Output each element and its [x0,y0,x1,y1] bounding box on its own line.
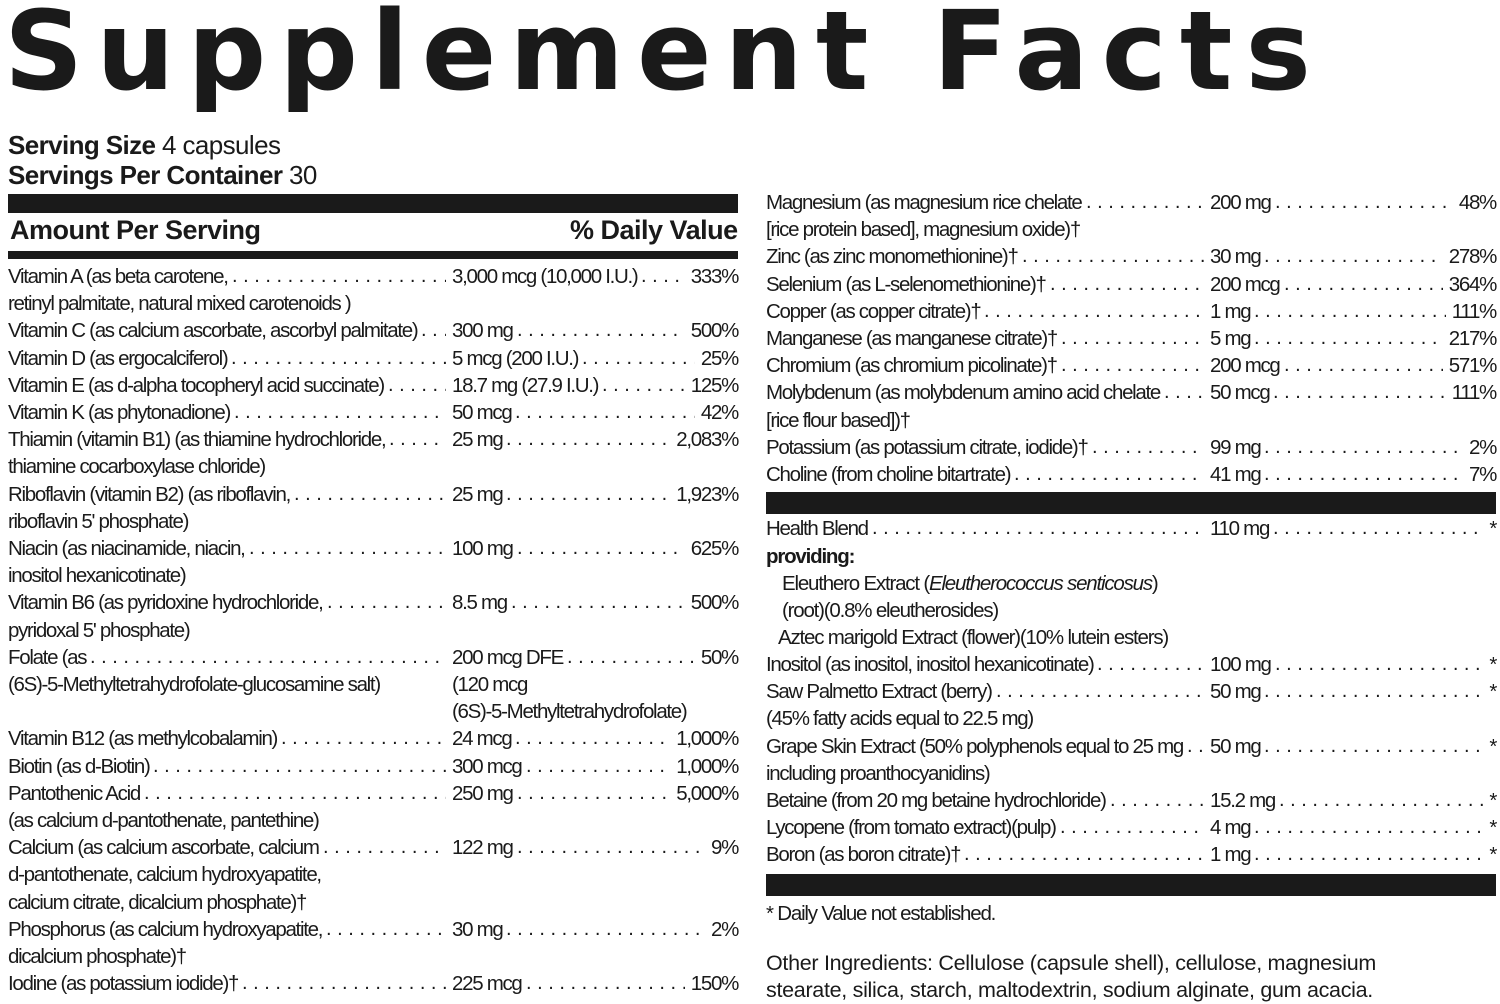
nutrient-name-continued: retinyl palmitate, natural mixed carotenoids ) [8,292,351,316]
leader-dots [1264,678,1483,705]
nutrient-name: Inositol (as inositol, inositol hexanicotinate) [766,653,1094,676]
daily-value: 2,083% [676,428,738,452]
leader-dots [1275,189,1453,216]
nutrient-name: Vitamin A (as beta carotene, [8,265,228,288]
leader-dots [602,372,685,399]
daily-value: 333% [690,265,738,288]
nutrient-name-continued: pyridoxal 5' phosphate) [8,618,190,642]
nutrient-row [766,271,1496,298]
nutrient-name-continued: [rice protein based], magnesium oxide)† [766,218,1080,242]
nutrient-row [8,426,738,453]
nutrient-amount: 24 mcg [452,727,512,751]
serving-size-label: Serving Size [8,130,156,160]
leader-dots [1086,189,1204,216]
leader-dots [506,916,705,943]
nutrient-name-continued: [rice flour based])† [766,408,910,432]
leader-dots [1254,325,1443,352]
daily-value: 7% [1468,463,1496,486]
nutrient-row-continuation [8,562,738,589]
leader-dots [526,753,670,780]
daily-value: 9% [710,836,738,860]
nutrient-name: Iodine (as potassium iodide)† [8,972,239,996]
medium-divider-left [8,251,738,259]
nutrient-row [8,345,738,372]
leader-dots [234,399,446,426]
daily-value: 217% [1448,327,1496,350]
leader-dots [388,372,446,399]
leader-dots [515,725,670,752]
blend-ingredient [782,570,1158,597]
daily-value: 278% [1448,245,1496,269]
leader-dots [389,426,446,453]
serving-size [8,130,280,160]
nutrient-row [8,753,738,780]
daily-value: * [1489,843,1496,867]
nutrient-name: Riboflavin (vitamin B2) (as riboflavin, [8,482,290,506]
nutrient-name: Niacin (as niacinamide, niacin, [8,537,245,560]
nutrient-row [766,651,1496,678]
leader-dots [1264,461,1463,488]
leader-dots [1254,298,1446,325]
nutrient-name: Potassium (as potassium citrate, iodide)† [766,435,1088,459]
page-title: Supplement Facts [4,0,1324,115]
nutrient-amount: 50 mg [1210,734,1261,758]
nutrient-name: Vitamin B6 (as pyridoxine hydrochloride, [8,591,323,615]
nutrient-name: Betaine (from 20 mg betaine hydrochloride) [766,789,1106,812]
nutrient-row [766,434,1496,461]
leader-dots [1061,352,1204,379]
leader-dots [323,834,446,861]
nutrient-amount: 8.5 mg [452,591,507,615]
nutrient-row-continuation [8,508,738,535]
leader-dots [1022,243,1204,270]
nutrient-amount: 122 mg [452,836,513,860]
leader-dots [327,589,446,616]
blend-name: Health Blend [766,517,868,540]
leader-dots [1187,733,1204,760]
leader-dots [964,841,1204,868]
blend-amount: 110 mg [1210,517,1270,540]
nutrient-name: Vitamin D (as ergocalciferol) [8,346,228,370]
nutrient-amount: 100 mg [1210,653,1271,676]
nutrient-name: Phosphorus (as calcium hydroxyapatite, [8,917,323,941]
nutrient-name: Vitamin C (as calcium ascorbate, ascorbyl palmitate) [8,319,418,343]
nutrient-amount: 25 mg [452,428,503,452]
daily-value: 48% [1458,191,1496,214]
blend-ingredient [782,597,998,624]
leader-dots [1164,379,1204,406]
nutrient-name: Manganese (as manganese citrate)† [766,327,1057,350]
nutrient-name: Lycopene (from tomato extract)(pulp) [766,816,1056,840]
nutrient-row [766,814,1496,841]
daily-value: 50% [700,645,738,669]
nutrient-amount: 1 mg [1210,299,1251,323]
leader-dots [872,515,1204,542]
nutrient-name-continued: riboflavin 5' phosphate) [8,509,189,533]
daily-value: * [1489,680,1496,704]
nutrient-row [8,535,738,562]
daily-value-heading: % Daily Value [570,215,738,245]
nutrient-row [766,678,1496,705]
leader-dots [1014,461,1204,488]
nutrient-name: Vitamin K (as phytonadione) [8,401,231,424]
daily-value: * [1489,789,1496,812]
nutrient-row [8,725,738,752]
nutrient-name: Choline (from choline bitartrate) [766,463,1011,486]
blend-providing-label: providing: [766,545,855,568]
nutrient-name-continued: (45% fatty acids equal to 22.5 mg) [766,707,1033,731]
nutrient-row [8,399,738,426]
nutrient-row-continuation [8,698,738,725]
nutrient-amount: 50 mcg [452,401,512,424]
leader-dots [249,535,446,562]
leader-dots [1254,841,1483,868]
nutrient-row [766,352,1496,379]
servings-per-container [8,160,317,190]
leader-dots [1275,651,1483,678]
daily-value: * [1489,816,1496,840]
daily-value: 111% [1451,381,1496,405]
nutrient-row [766,379,1496,406]
leader-dots [231,345,446,372]
leader-dots [1110,787,1204,814]
nutrient-name-continued: (6S)-5-Methyltetrahydrofolate-glucosamine salt) [8,673,380,696]
nutrient-row [8,644,738,671]
nutrient-name: Chromium (as chromium picolinate)† [766,354,1057,378]
leader-dots [1273,515,1483,542]
daily-value: 111% [1451,299,1496,323]
nutrient-row-continuation [766,407,1496,434]
leader-dots [232,263,446,290]
other-ingredients-line-2: stearate, silica, starch, maltodextrin, sodium alginate, gum acacia. [766,978,1373,1002]
blend-ingredient-text: Eleuthero Extract ( [782,572,929,595]
nutrient-amount: 200 mcg [1210,354,1280,378]
leader-dots [1061,325,1204,352]
nutrient-row [766,733,1496,760]
leader-dots [1254,814,1483,841]
nutrient-name: Thiamin (vitamin B1) (as thiamine hydrochloride, [8,428,386,452]
leader-dots [517,317,685,344]
nutrient-row [8,834,738,861]
daily-value: 571% [1448,354,1496,378]
nutrient-name-continued: d-pantothenate, calcium hydroxyapatite, [8,863,321,887]
leader-dots [1050,271,1204,298]
nutrient-row-continuation [8,453,738,480]
blend-ingredient-text: (root)(0.8% eleutherosides) [782,599,998,622]
leader-dots [1097,651,1204,678]
nutrient-name: Selenium (as L-selenomethionine)† [766,272,1046,296]
nutrient-name-continued: inositol hexanicotinate) [8,564,186,588]
leader-dots [582,345,695,372]
nutrient-amount: 25 mg [452,482,503,506]
daily-value: 500% [690,591,738,615]
thick-divider-right-1 [766,492,1496,514]
nutrient-amount: 225 mcg [452,972,522,996]
leader-dots [1264,243,1443,270]
nutrient-row [766,325,1496,352]
nutrient-row [766,787,1496,814]
nutrient-amount: 18.7 mg (27.9 I.U.) [452,373,599,397]
nutrient-name: Calcium (as calcium ascorbate, calcium [8,836,319,860]
leader-dots [517,834,705,861]
nutrient-amount: 200 mcg [1210,272,1280,296]
servings-per-container-label: Servings Per Container [8,160,283,190]
nutrient-amount: 50 mg [1210,680,1261,704]
leader-dots [90,644,446,671]
nutrient-row-continuation [766,760,1496,787]
leader-dots [1284,271,1443,298]
nutrient-row-continuation [8,671,738,698]
nutrient-name: Magnesium (as magnesium rice chelate [766,191,1082,214]
nutrient-name: Zinc (as zinc monomethionine)† [766,245,1018,269]
nutrient-row-continuation [766,705,1496,732]
leader-dots [526,970,685,997]
nutrient-row [8,372,738,399]
other-ingredients [766,950,1446,1004]
daily-value: 2% [1468,435,1496,459]
nutrient-row [8,317,738,344]
nutrient-amount: 300 mcg [452,754,522,778]
daily-value: 150% [690,972,738,996]
thick-divider-top-left [8,194,738,213]
nutrient-row-continuation [766,216,1496,243]
leader-dots [517,780,670,807]
nutrient-row [8,263,738,290]
blend-ingredient-text: Aztec marigold Extract (flower)(10% lutein esters) [778,626,1169,649]
leader-dots [144,780,446,807]
nutrient-row-continuation [8,889,738,916]
daily-value: 42% [700,401,738,424]
nutrient-amount: 30 mg [452,917,503,941]
nutrient-name: Folate (as [8,645,87,669]
servings-per-container-value: 30 [288,160,317,190]
nutrient-name: Pantothenic Acid [8,781,140,805]
nutrient-name: Grape Skin Extract (50% polyphenols equal to 25 mg [766,734,1184,758]
nutrient-amount: 200 mg [1210,191,1271,214]
nutrient-row-continuation [8,861,738,888]
leader-dots [506,426,670,453]
leader-dots [984,298,1204,325]
leader-dots [1060,814,1204,841]
leader-dots [294,481,446,508]
blend-ingredient [778,624,1168,651]
nutrient-amount: 100 mg [452,537,513,560]
nutrient-amount: 5 mcg (200 I.U.) [452,346,579,370]
nutrient-name-continued: thiamine cocarboxylase chloride) [8,455,265,479]
leader-dots [153,753,446,780]
leader-dots [326,916,446,943]
nutrient-row [8,970,738,997]
nutrient-row [8,780,738,807]
other-ingredients-line-1: Other Ingredients: Cellulose (capsule shell), cellulose, magnesium [766,951,1376,975]
leader-dots [996,678,1204,705]
nutrient-amount: 300 mg [452,319,513,343]
daily-value: 364% [1448,272,1496,296]
nutrient-amount: 15.2 mg [1210,789,1275,812]
leader-dots [641,263,685,290]
nutrient-name-continued: including proanthocyanidins) [766,761,990,785]
nutrient-row [8,589,738,616]
daily-value: 5,000% [676,781,738,805]
nutrient-name: Vitamin E (as d-alpha tocopheryl acid succinate) [8,373,384,397]
daily-value: 625% [690,537,738,560]
leader-dots [517,535,685,562]
leader-dots [242,970,446,997]
nutrient-row [766,461,1496,488]
nutrient-amount-continued: (6S)-5-Methyltetrahydrofolate) [452,700,687,724]
leader-dots [1273,379,1446,406]
nutrient-row-continuation [8,943,738,970]
nutrient-name: Copper (as copper citrate)† [766,299,981,323]
leader-dots [281,725,446,752]
nutrient-name-continued: (as calcium d-pantothenate, pantethine) [8,809,319,832]
leader-dots [1092,434,1204,461]
amount-per-serving-heading: Amount Per Serving [10,215,261,245]
blend-daily-value: * [1489,517,1496,540]
nutrient-amount: 1 mg [1210,843,1251,867]
daily-value: 500% [690,319,738,343]
nutrient-amount: 250 mg [452,781,513,805]
nutrient-row [766,298,1496,325]
leader-dots [1264,434,1463,461]
nutrient-name: Boron (as boron citrate)† [766,843,961,867]
daily-value-footnote: * Daily Value not established. [766,902,996,925]
nutrient-amount: 30 mg [1210,245,1261,269]
nutrient-name: Biotin (as d-Biotin) [8,754,150,778]
nutrient-amount: 200 mcg DFE [452,645,564,669]
leader-dots [506,481,670,508]
nutrient-row [766,189,1496,216]
nutrient-amount: 4 mg [1210,816,1251,840]
daily-value: 1,000% [676,727,738,751]
nutrient-name: Saw Palmetto Extract (berry) [766,680,992,704]
nutrient-amount: 99 mg [1210,435,1261,459]
nutrient-name-continued: calcium citrate, dicalcium phosphate)† [8,890,307,914]
thick-divider-right-2 [766,874,1496,896]
nutrient-amount: 3,000 mcg (10,000 I.U.) [452,265,638,288]
serving-size-value: 4 capsules [162,130,281,160]
nutrient-name: Vitamin B12 (as methylcobalamin) [8,727,278,751]
leader-dots [1264,733,1483,760]
nutrient-row-continuation [8,617,738,644]
blend-ingredient-text-end: ) [1151,572,1158,595]
leader-dots [1279,787,1483,814]
nutrient-row [8,916,738,943]
nutrient-name-continued: dicalcium phosphate)† [8,945,186,968]
daily-value: 2% [710,917,738,941]
daily-value: 1,000% [676,754,738,778]
nutrient-amount-continued: (120 mcg [452,673,528,696]
nutrient-amount: 5 mg [1210,327,1251,350]
nutrient-amount: 41 mg [1210,463,1261,486]
blend-ingredient-latin-name: Eleutherococcus senticosus [928,572,1152,595]
daily-value: 1,923% [676,482,738,506]
daily-value: * [1489,653,1496,676]
nutrient-name: Molybdenum (as molybdenum amino acid chelate [766,381,1161,405]
nutrient-row-continuation [8,290,738,317]
nutrient-row [766,243,1496,270]
daily-value: * [1489,734,1496,758]
daily-value: 25% [700,346,738,370]
nutrient-amount: 50 mcg [1210,381,1270,405]
nutrient-row [766,515,1496,542]
nutrient-row [766,841,1496,868]
leader-dots [567,644,695,671]
leader-dots [421,317,446,344]
leader-dots [1284,352,1443,379]
nutrient-row [8,481,738,508]
leader-dots [515,399,695,426]
leader-dots [511,589,685,616]
daily-value: 125% [690,373,738,397]
nutrient-row-continuation [8,807,738,834]
